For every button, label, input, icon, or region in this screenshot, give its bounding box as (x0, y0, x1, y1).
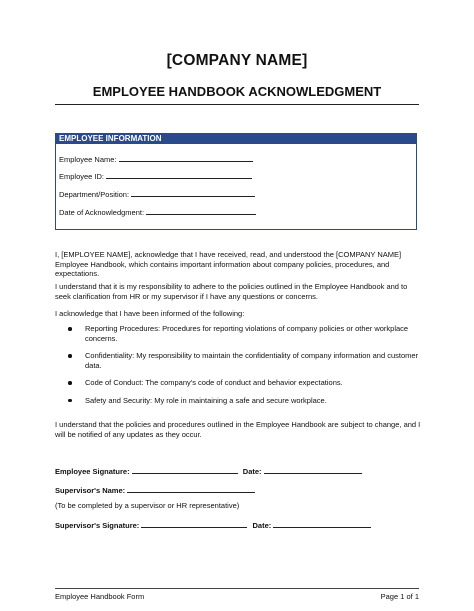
bullet-text: Safety and Security: My role in maintaining a safe and secure workplace. (85, 395, 327, 405)
changes-paragraph: I understand that the policies and procedures outlined in the Employee Handbook are subject to change, and I will be notified of any updates as they occur. (55, 420, 421, 439)
bullet-icon (68, 354, 72, 358)
employee-information-box (55, 133, 417, 230)
supervisor-note: (To be completed by a supervisor or HR representative) (55, 501, 240, 510)
document-title: EMPLOYEE HANDBOOK ACKNOWLEDGMENT (92, 84, 382, 99)
informed-paragraph: I acknowledge that I have been informed of the following: (55, 309, 245, 318)
employee-id-row (59, 170, 252, 181)
supervisor-date-field[interactable] (273, 519, 371, 528)
bullet-text: Reporting Procedures: Procedures for reporting violations of company policies or other workplace concerns. (85, 324, 409, 343)
employee-date-field[interactable] (264, 465, 362, 474)
employee-signature-label: Employee Signature: (55, 467, 130, 476)
employee-name-label: Employee Name: (59, 155, 117, 164)
bullet-text: Confidentiality: My responsibility to maintain the confidentiality of company information and customer data. (85, 351, 419, 370)
employee-name-row (59, 153, 253, 164)
employee-signature-row (55, 465, 362, 476)
bullet-icon (68, 327, 72, 331)
list-item (55, 324, 421, 343)
date-acknowledgment-field[interactable] (146, 206, 256, 215)
list-item (55, 396, 421, 406)
supervisor-name-row (55, 484, 255, 495)
policy-list (55, 324, 421, 414)
responsibility-paragraph: I understand that it is my responsibility to adhere to the policies outlined in the Employee Handbook and to seek clarification from HR or my supervisor if I have any questions or concerns. (55, 282, 408, 301)
footer-divider (55, 588, 419, 589)
department-field[interactable] (131, 188, 255, 197)
supervisor-date-label: Date: (252, 521, 272, 530)
supervisor-name-field[interactable] (127, 484, 255, 493)
bullet-text: Code of Conduct: The company's code of conduct and behavior expectations. (85, 378, 343, 388)
employee-date-label: Date: (242, 467, 262, 476)
employee-information-header: EMPLOYEE INFORMATION (56, 134, 416, 144)
supervisor-signature-field[interactable] (141, 519, 247, 528)
supervisor-name-label: Supervisor's Name: (55, 486, 126, 495)
supervisor-signature-label: Supervisor's Signature: (55, 521, 140, 530)
footer-form-name: Employee Handbook Form (55, 592, 145, 601)
title-divider (55, 104, 419, 105)
footer-page-number: Page 1 of 1 (380, 592, 419, 601)
bullet-icon (68, 399, 72, 403)
acknowledgment-paragraph: I, [EMPLOYEE NAME], acknowledge that I have received, read, and understood the [COMPANY NAME] Employee Handbook, which contains important information about company policies, procedures, and expectations. (55, 250, 402, 279)
list-item (55, 351, 421, 370)
department-row (59, 188, 255, 199)
list-item (55, 378, 421, 388)
employee-id-field[interactable] (106, 170, 252, 179)
employee-id-label: Employee ID: (59, 172, 105, 181)
date-acknowledgment-row (59, 206, 256, 217)
supervisor-signature-row (55, 519, 371, 530)
employee-signature-field[interactable] (132, 465, 238, 474)
company-name: [COMPANY NAME] (166, 52, 308, 69)
bullet-icon (68, 381, 72, 385)
date-acknowledgment-label: Date of Acknowledgment: (59, 208, 145, 217)
department-label: Department/Position: (59, 190, 130, 199)
employee-name-field[interactable] (119, 153, 253, 162)
